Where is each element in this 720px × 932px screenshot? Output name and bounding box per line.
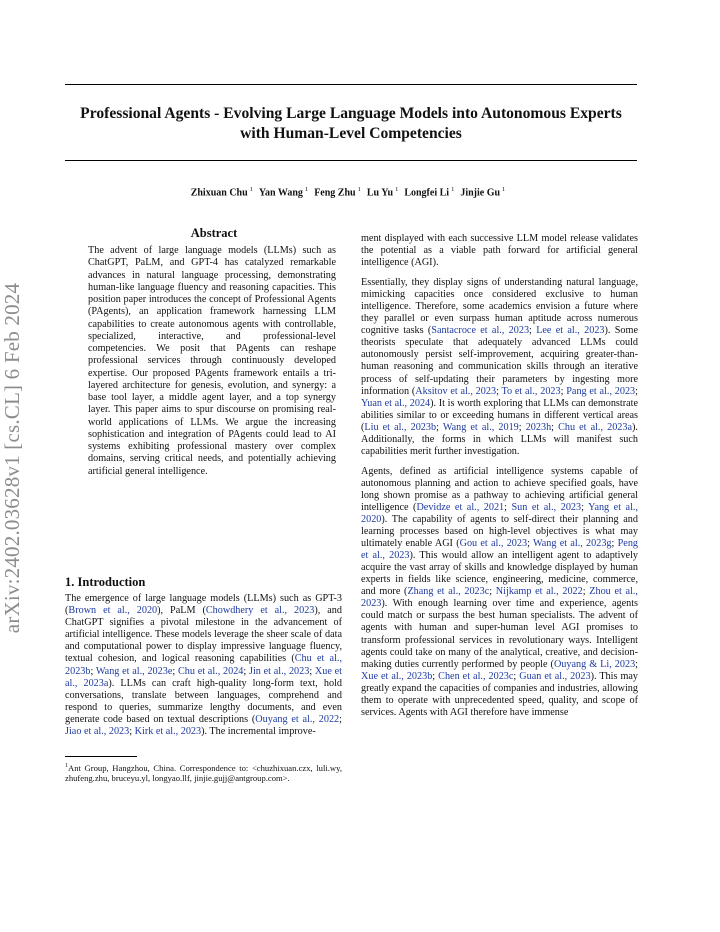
citation-link[interactable]: Wang et al., 2023e — [95, 665, 173, 677]
intro-paragraph: The emergence of large language models (LLMs) such as GPT-3 (Brown et al., 2020), PaLM (Chowdhery et al., 2023), and ChatGPT signifies a pivotal milestone in the advancement of artificial intelligence. These models leverage the sheer scale of data and computational power to display impressive language fluency, textual cohesion, and logical reasoning capabilities (Chu et al., 2023b; Wang et al., 2023e; Chu et al., 2024; Jin et al., 2023; Xue et al., 2023a). LLMs can craft high-quality long-form text, hold conversations, translate between languages, comprehend and respond to queries, summarize lengthy documents, and even generate code based on textual descriptions (Ouyang et al., 2022; Jiao et al., 2023; Kirk et al., 2023). The incremental improve- — [65, 593, 343, 738]
author-affiliation-mark: 1 — [451, 186, 455, 193]
section-heading-introduction: 1. Introduction — [65, 575, 146, 589]
citation-link[interactable]: Chu et al., 2023b — [65, 653, 342, 677]
author-name: Lu Yu — [366, 187, 394, 199]
citation-link[interactable]: Ouyang et al., 2022 — [255, 713, 340, 725]
citation-link[interactable]: Chowdhery et al., 2023 — [205, 605, 315, 617]
author-list — [65, 186, 637, 198]
paper-title: Professional Agents - Evolving Large Language Models into Autonomous Experts with Human-Level Competencies — [80, 105, 622, 142]
footnote-mark: 1 — [65, 763, 68, 769]
introduction-text — [65, 593, 342, 746]
citation-link[interactable]: Xue et al., 2023b — [361, 670, 433, 682]
citation-link[interactable]: Devidze et al., 2021 — [416, 501, 505, 513]
citation-link[interactable]: Yuan et al., 2024 — [361, 397, 431, 409]
abstract-heading: Abstract — [190, 226, 238, 240]
citation-link[interactable]: Santacroce et al., 2023 — [431, 325, 530, 337]
author-affiliation-mark: 1 — [502, 186, 506, 193]
title-top-rule — [65, 84, 637, 85]
body-paragraph: Agents, defined as artificial intelligence systems capable of autonomous planning and action to achieve specified goals, have long shown promise as a pathway to achieving artificial general intelligence (Devidze et al., 2021; Sun et al., 2023; Yang et al., 2020). The capability of agents to self-direct their planning and learning processes based on high-level objectives is what may ultimately enable AGI (Gou et al., 2023; Wang et al., 2023g; Peng et al., 2023). This would allow an intelligent agent to adaptively acquire the vast array of skills and knowledge displayed by human experts in fields like science, engineering, medicine, commerce, and more (Zhang et al., 2023c; Nijkamp et al., 2022; Zhou et al., 2023). With enough learning over time and experience, agents could match or surpass the best human specialists. The advent of agents with human and super-human level AGI promises to transform professional services in revolutionary ways. Intelligent agents could take on many of the analytical, creative, and decision-making duties currently performed by people (Ouyang & Li, 2023; Xue et al., 2023b; Chen et al., 2023c; Guan et al., 2023). This may greatly expand the capacities of companies and industries, allowing them to operate with unprecedented speed, quality, and scope of services. Agents with AGI therefore have immense — [361, 465, 639, 718]
citation-link[interactable]: Peng et al., 2023 — [361, 538, 638, 562]
citation-link[interactable]: Chen et al., 2023c — [438, 670, 514, 682]
citation-link[interactable]: Chu et al., 2023a — [558, 421, 633, 433]
right-column — [361, 233, 638, 727]
citation-link[interactable]: Lee et al., 2023 — [536, 325, 605, 337]
abstract-paragraph: The advent of large language models (LLMs) such as ChatGPT, PaLM, and GPT-4 has catalyzed remarkable advances in natural language processing, demonstrating human-like language fluency and reasoning capacities. This position paper introduces the concept of Professional Agents (PAgents), an application framework harnessing LLM capabilities to create autonomous agents with controllable, specialized, interactive, and professional-level competencies. We posit that PAgents can reshape professional services through continuously developed expertise. Our proposed PAgents framework entails a tri-layered architecture for genesis, evolution, and synergy: a base tool layer, a middle agent layer, and a top synergy layer. This paper aims to spur discourse on promising real-world applications of LLMs. We argue the increasing sophistication and integration of PAgents could lead to AI systems exhibiting professional mastery over complex domains, serving critical needs, and potentially achieving artificial general intelligence. — [88, 245, 336, 477]
author-affiliation-mark: 1 — [395, 186, 399, 193]
citation-link[interactable]: Liu et al., 2023b — [364, 421, 437, 433]
citation-link[interactable]: Aksitov et al., 2023 — [415, 385, 497, 397]
body-paragraph: ment displayed with each successive LLM model release validates the potential as a viable path forward for artificial general intelligence (AGI). — [361, 233, 638, 269]
citation-link[interactable]: 2023h — [525, 421, 552, 433]
citation-link[interactable]: Jin et al., 2023 — [248, 665, 310, 677]
abstract-text — [88, 245, 336, 486]
citation-link[interactable]: Xue et al., 2023a — [65, 665, 343, 689]
citation-link[interactable]: Pang et al., 2023 — [566, 385, 636, 397]
citation-link[interactable]: Nijkamp et al., 2022 — [495, 586, 583, 598]
citation-link[interactable]: Brown et al., 2020 — [68, 605, 158, 617]
author-name: Longfei Li — [404, 187, 450, 199]
author-affiliation-mark: 1 — [249, 186, 253, 193]
citation-link[interactable]: Yang et al., 2020 — [361, 501, 639, 526]
citation-link[interactable]: Jiao et al., 2023 — [65, 726, 130, 738]
citation-link[interactable]: Wang et al., 2019 — [442, 421, 519, 433]
title-bottom-rule — [65, 160, 637, 161]
citation-link[interactable]: To et al., 2023 — [501, 385, 561, 397]
footnote-rule — [65, 756, 137, 757]
affiliation-footnote — [65, 761, 342, 784]
body-paragraph: Essentially, they display signs of understanding natural language, mimicking capacities once considered exclusive to human intelligence. Therefore, some academics envision a future where they parallel or even surpass human aptitude across numerous cognitive tasks (Santacroce et al., 2023; Lee et al., 2023). Some theorists speculate that adequately advanced LLMs could autonomously persist self-improvement, acquiring greater-than-human reasoning and communication skills through an iterative process of self-updating their parameters by ingesting more information (Aksitov et al., 2023; To et al., 2023; Pang et al., 2023; Yuan et al., 2024). It is worth exploring that LLMs can demonstrate abilities similar to or exceeding humans in different vertical areas (Liu et al., 2023b; Wang et al., 2019; 2023h; Chu et al., 2023a). Additionally, the forms in which LLMs will manifest such capabilities merit further investigation. — [361, 277, 638, 457]
citation-link[interactable]: Kirk et al., 2023 — [134, 726, 202, 738]
citation-link[interactable]: Gou et al., 2023 — [459, 538, 528, 550]
citation-link[interactable]: Ouyang & Li, 2023 — [553, 658, 636, 670]
author-name: Feng Zhu — [314, 187, 356, 199]
author-name: Jinjie Gu — [460, 187, 501, 199]
arxiv-id: arXiv:2402.03628v1 [cs.CL] 6 Feb 2024 — [0, 282, 24, 634]
author-affiliation-mark: 1 — [304, 186, 309, 193]
citation-link[interactable]: Zhang et al., 2023c — [407, 586, 490, 598]
author-affiliation-mark: 1 — [357, 186, 361, 193]
author-name: Yan Wang — [258, 187, 303, 199]
citation-link[interactable]: Zhou et al., 2023 — [361, 586, 638, 610]
citation-link[interactable]: Guan et al., 2023 — [519, 670, 591, 682]
citation-link[interactable]: Wang et al., 2023g — [532, 538, 612, 550]
citation-link[interactable]: Chu et al., 2024 — [177, 665, 244, 677]
author-name: Zhixuan Chu — [190, 187, 248, 199]
footnote-text: Ant Group, Hangzhou, China. Correspondence to: <chuzhixuan.czx, luli.wy, zhufeng.zhu, bruceyu.yl, longyao.llf, jinjie.gujj@antgroup.com>. — [65, 762, 342, 784]
citation-link[interactable]: Sun et al., 2023 — [511, 501, 582, 513]
